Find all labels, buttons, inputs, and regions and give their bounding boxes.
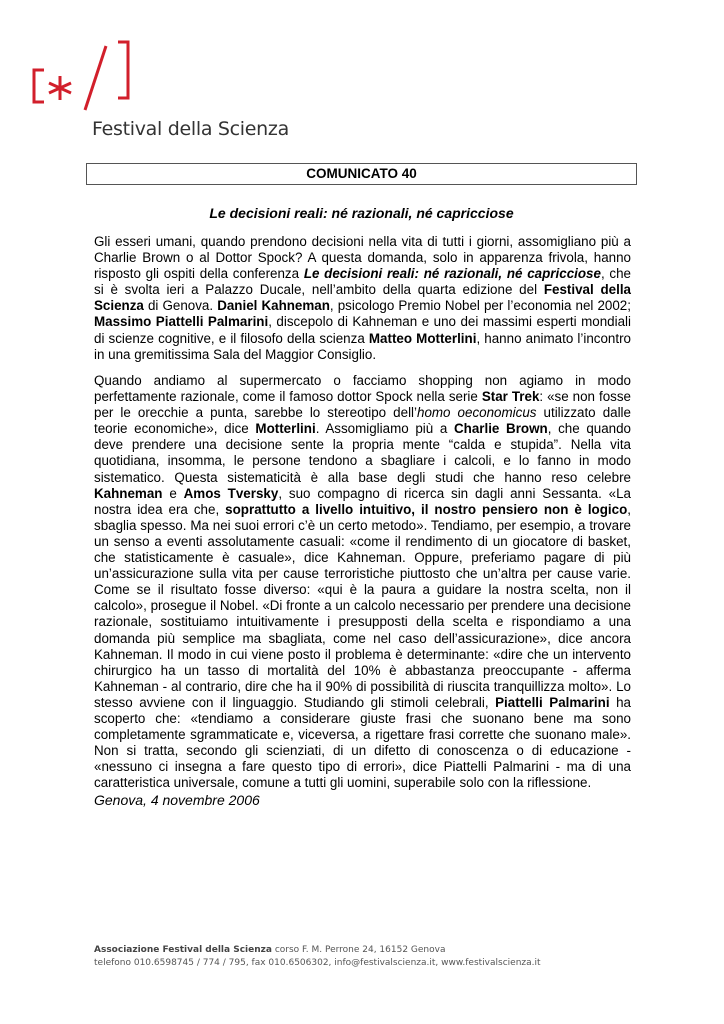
text-run: , sbaglia spesso. Ma nei suoi errori c’è un certo metodo». Tendiamo, per esempio, a trovare un senso a eventi assolutamente casuali: «come il rendimento di un giocatore di basket, che statisticamente è casuale», dice Kahneman. Oppure, preferiamo pagare di più un’assicurazione sulla vita per cause terroristiche piuttosto che un’altra per cause varie. Come se il risultato fosse diverso: «qui è la paura a guidare la nostra scelta, non il calcolo», prosegue il Nobel. «Di fronte a un calcolo necessario per prendere una decisione razionale, sostituiamo intuitivamente i presupposti della scelta e rispondiamo a una domanda più semplice ma sbagliata, come nel caso dell’assicurazione», dice ancora Kahneman. Il modo in cui viene posto il problema è determinante: «dire che un intervento chirurgico ha un tasso di mortalità del 10% è abbastanza preoccupante - afferma Kahneman - al contrario, dire che ha il 90% di possibilità di riuscita tranquillizza molto». Lo stesso avviene con il linguaggio. Studiando gli stimoli celebrali,: [94, 501, 631, 710]
text-run: : «se non fosse per le orecchie a punta, sarebbe lo stereotipo dell’: [94, 389, 631, 421]
footer-contacts: telefono 010.6598745 / 774 / 795, fax 010.6506302, info@festivalscienza.it, www.festivalscienza.it: [94, 958, 541, 968]
text-run: , che quando deve prendere una decisione sente la propria mente “calda e stupida”. Nella vita quotidiana, insomma, le persone tendono a sbagliare i calcoli, e lo fanno in modo sistematico. Questa sistematicità è alla base degli studi che hanno reso celebre: [94, 421, 631, 485]
text-run: Amos Tversky: [183, 485, 279, 501]
text-run: di Genova.: [143, 298, 218, 314]
footer-address-line: [94, 944, 541, 957]
text-run: e: [162, 485, 184, 501]
footer-address: corso F. M. Perrone 24, 16152 Genova: [271, 945, 446, 955]
bracket-star-logo-icon: [30, 40, 140, 115]
press-release-subtitle: Le decisioni reali: né razionali, né capricciose: [209, 205, 514, 221]
text-run: , suo compagno di ricerca sin dagli anni Sessanta. «La nostra idea era che,: [94, 485, 632, 517]
text-run: , psicologo Premio Nobel per l’economia nel 2002;: [329, 298, 631, 314]
text-run: Le decisioni reali: né razionali, né capricciose: [303, 266, 601, 282]
text-run: Quando andiamo al supermercato o facciamo shopping non agiamo in modo perfettamente razionale, come il famoso dottor Spock nella serie: [94, 373, 631, 405]
text-run: Daniel Kahneman: [217, 298, 330, 314]
text-run: homo oeconomicus: [417, 405, 537, 421]
text-run: soprattutto a livello intuitivo, il nostro pensiero non è logico: [225, 501, 628, 517]
text-run: ha scoperto che: «tendiamo a considerare giuste frasi che suonano bene ma sono completamente sgrammaticate e, viceversa, a rigettare frasi corrette che suonano male». Non si tratta, secondo gli scienziati, di un difetto di conoscenza o di educazione - «nessuno ci insegna a fare questo tipo di errori», dice Piattelli Palmarini - ma di una caratteristica universale, comune a tutti gli uomini, superabile solo con la riflessione.: [94, 694, 631, 791]
paragraph-2: [94, 373, 631, 791]
text-run: , hanno animato l’incontro in una gremitissima Sala del Maggior Consiglio.: [94, 330, 631, 362]
footer: [94, 944, 541, 970]
text-run: Kahneman: [94, 485, 163, 501]
text-run: utilizzato dalle teorie economiche», dice: [94, 405, 631, 437]
paragraph-1: [94, 234, 631, 363]
text-run: , discepolo di Kahneman e uno dei massimi esperti mondiali di scienze cognitive, e il filosofo della scienza: [94, 314, 631, 346]
footer-org: Associazione Festival della Scienza: [94, 945, 272, 955]
text-run: . Assomigliamo più a: [315, 421, 454, 437]
text-run: Charlie Brown: [453, 421, 548, 437]
text-run: , che si è svolta ieri a Palazzo Ducale, nell’ambito della quarta edizione del: [94, 266, 631, 298]
dateline: Genova, 4 novembre 2006: [94, 792, 260, 808]
text-run: Gli esseri umani, quando prendono decisioni nella vita di tutti i giorni, assomigliano più a Charlie Brown o al Dottor Spock? A questa domanda, solo in apparenza frivola, hanno risposto gli ospiti della conferenza: [94, 234, 631, 282]
text-run: Massimo Piattelli Palmarini: [94, 314, 269, 330]
text-run: Festival della Scienza: [94, 282, 632, 314]
text-run: Star Trek: [481, 389, 540, 405]
text-run: Matteo Motterlini: [368, 330, 477, 346]
text-run: Motterlini: [255, 421, 316, 437]
festival-logo: [30, 40, 289, 140]
text-run: Piattelli Palmarini: [495, 694, 610, 710]
press-release-title: COMUNICATO 40: [86, 163, 637, 185]
logo-text: Festival della Scienza: [92, 118, 289, 140]
